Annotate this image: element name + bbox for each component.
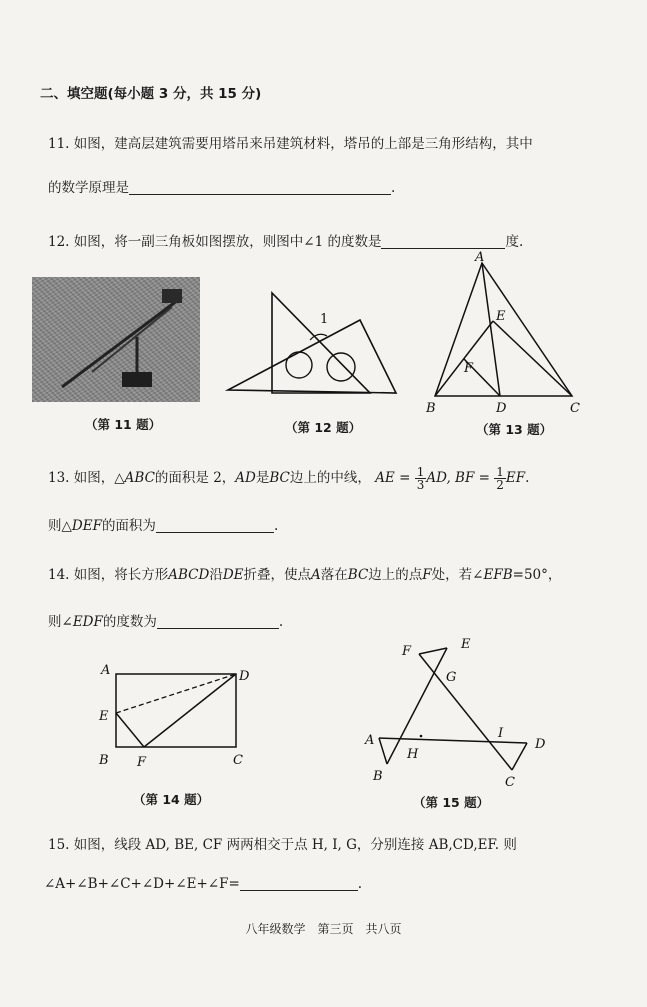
q14-t9: 的度数为 <box>102 614 157 630</box>
q12-unit: 度. <box>505 234 524 250</box>
q13-text-line2 <box>48 514 278 534</box>
q13-end1: . <box>525 470 530 486</box>
q11-prefix: 的数学原理是 <box>48 180 129 196</box>
q13-ef: EF <box>505 470 526 486</box>
q13-frac1-num: 1 <box>416 465 425 479</box>
q13-bf-eq: , BF = <box>446 470 490 486</box>
q13-label-a: A <box>475 250 485 265</box>
q13-caption: （第 13 题） <box>476 422 553 437</box>
q14-label-c: C <box>233 753 243 768</box>
q13-frac2-num: 1 <box>496 465 504 479</box>
q13-frac-2 <box>494 466 506 491</box>
q14-edf: EDF <box>72 614 103 630</box>
q13-answer-blank[interactable] <box>156 518 274 533</box>
q14-t5: 边上的点 <box>368 567 423 583</box>
q14-end: . <box>278 614 284 630</box>
q13-frac2-den: 2 <box>496 478 504 492</box>
q14-t6: 处，若∠ <box>431 567 484 583</box>
q11-answer-blank[interactable] <box>129 180 391 195</box>
q14-t4: 落在 <box>320 567 348 583</box>
q11-text-line1: 11. 如图，建高层建筑需要用塔吊来吊建筑材料，塔吊的上部是三角形结构，其中 <box>48 136 533 152</box>
q14-efb: EFB <box>483 567 513 583</box>
q14-label-b: B <box>99 753 109 768</box>
q13-t6: 的面积为 <box>101 518 156 534</box>
q12-caption: （第 12 题） <box>285 420 362 435</box>
q13-ae-eq: AE = <box>375 470 411 486</box>
q15-figure <box>362 630 562 790</box>
q15-label-i: I <box>498 726 504 741</box>
q13-ad: AD <box>235 470 256 486</box>
q15-prefix: ∠A+∠B+∠C+∠D+∠E+∠F= <box>44 876 240 892</box>
q11-end: . <box>391 180 396 196</box>
q15-label-a: A <box>365 733 375 748</box>
q13-t5: 则△ <box>48 518 72 534</box>
q13-label-e: E <box>496 309 506 324</box>
q11-crane-photo <box>32 277 200 402</box>
page-footer: 八年级数学 第三页 共八页 <box>245 922 402 936</box>
q11-caption: （第 11 题） <box>85 417 162 432</box>
q14-bc: BC <box>347 567 369 583</box>
q13-t3: 是 <box>255 470 270 486</box>
q14-caption: （第 14 题） <box>133 792 210 807</box>
q14-answer-blank[interactable] <box>157 614 279 629</box>
q15-end: . <box>357 876 363 892</box>
q14-label-e: E <box>99 709 109 724</box>
q13-t2: 的面积是 2， <box>154 470 236 486</box>
q14-t3: 折叠，使点 <box>243 567 312 583</box>
q13-frac-1 <box>415 466 427 491</box>
q14-label-d: D <box>239 669 250 684</box>
q13-label-b: B <box>426 401 436 416</box>
crane-icon <box>32 277 200 402</box>
q13-frac1-den: 3 <box>416 478 425 492</box>
q14-t8: 则∠ <box>48 614 73 630</box>
section-title: 二、填空题(每小题 3 分，共 15 分) <box>40 86 262 102</box>
q13-label-d: D <box>496 401 507 416</box>
q15-answer-blank[interactable] <box>240 876 358 891</box>
q12-text <box>48 230 523 250</box>
q13-t1: 13. 如图，△ <box>48 470 125 486</box>
q14-text-line1 <box>48 563 561 583</box>
q13-label-f: F <box>464 361 474 376</box>
q14-f: F <box>422 567 432 583</box>
q15-label-g: G <box>446 670 457 685</box>
q13-bc: BC <box>269 470 290 486</box>
q13-text-line1 <box>48 458 529 498</box>
q15-label-f: F <box>402 644 412 659</box>
q12-angle-label: 1 <box>320 312 329 327</box>
q13-ad2: AD <box>426 470 447 486</box>
q15-text-line1: 15. 如图，线段 AD, BE, CF 两两相交于点 H, I, G，分别连接 AB,CD,EF. 则 <box>48 837 517 853</box>
q15-label-d: D <box>535 737 546 752</box>
q13-end2: . <box>273 518 279 534</box>
q13-figure <box>420 250 590 420</box>
q14-label-a: A <box>101 663 111 678</box>
q15-caption: （第 15 题） <box>413 795 490 810</box>
q13-abc: ABC <box>124 470 155 486</box>
q14-t2: 沿 <box>209 567 223 583</box>
q15-text-line2 <box>44 876 362 892</box>
q13-label-c: C <box>570 401 580 416</box>
q14-t1: 14. 如图，将长方形 <box>48 567 169 583</box>
q14-de: DE <box>222 567 244 583</box>
q15-label-c: C <box>505 775 515 790</box>
q14-t7: =50°， <box>512 567 562 583</box>
q14-a: A <box>311 567 321 583</box>
q14-figure <box>95 660 260 775</box>
q11-text-line2 <box>48 176 395 196</box>
q12-answer-blank[interactable] <box>381 234 505 249</box>
q12-prefix: 12. 如图，将一副三角板如图摆放，则图中∠1 的度数是 <box>48 234 382 250</box>
q15-label-e: E <box>461 637 471 652</box>
q12-figure <box>220 285 405 400</box>
q14-abcd: ABCD <box>168 567 210 583</box>
q13-def: DEF <box>71 518 102 534</box>
q14-text-line2 <box>48 610 283 630</box>
q14-label-f: F <box>137 755 147 770</box>
q15-label-h: H <box>407 747 419 762</box>
q15-label-b: B <box>373 769 383 784</box>
q13-t4: 边上的中线， <box>289 470 371 486</box>
